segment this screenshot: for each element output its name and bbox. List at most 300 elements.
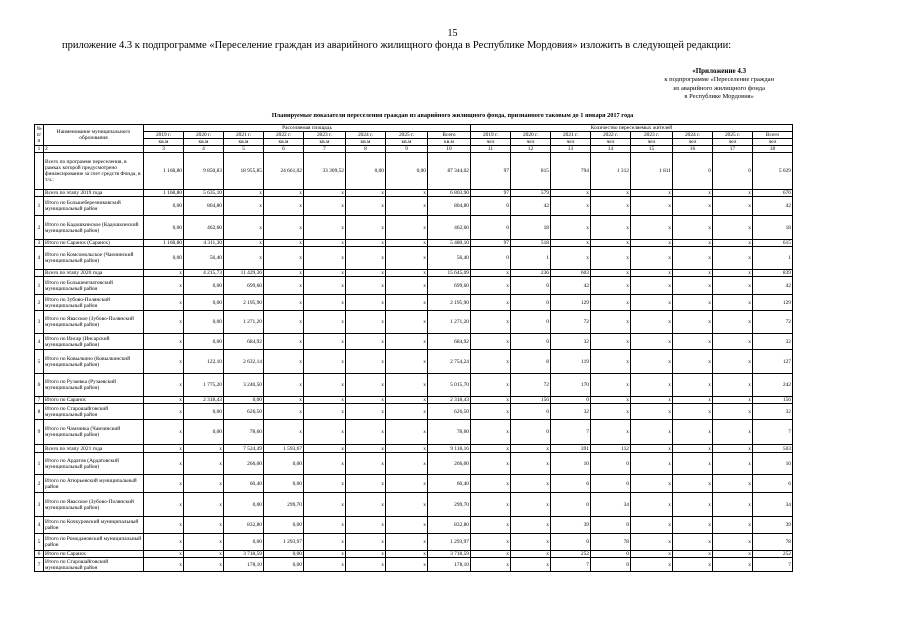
appendix-line-1: к подпрограмме «Переселение граждан	[664, 75, 774, 83]
table-row	[35, 190, 793, 197]
area-value: 2 754,24	[428, 350, 471, 374]
column-number: 6	[264, 146, 304, 153]
area-value: x	[144, 277, 184, 295]
area-value: x	[346, 240, 386, 247]
area-value: x	[304, 445, 346, 453]
people-value: x	[471, 517, 511, 534]
header-name: Наименование муниципального образования	[44, 125, 144, 146]
people-value: 1	[753, 247, 793, 270]
people-value: x	[673, 453, 713, 475]
area-value: 5 480,10	[428, 240, 471, 247]
area-value: x	[184, 493, 224, 517]
area-value: x	[264, 216, 304, 240]
people-value: x	[713, 534, 753, 551]
area-value: x	[144, 404, 184, 420]
people-value: x	[713, 517, 753, 534]
area-value: x	[264, 247, 304, 270]
people-value: 72	[753, 311, 793, 334]
area-value: x	[184, 534, 224, 551]
people-value: x	[591, 420, 631, 445]
people-value: x	[713, 216, 753, 240]
area-value: x	[386, 190, 428, 197]
area-value: x	[304, 493, 346, 517]
area-value: x	[264, 420, 304, 445]
area-value: x	[144, 270, 184, 277]
header-unit-area: кв.м	[304, 139, 346, 146]
people-value: x	[631, 334, 673, 350]
table-row	[35, 534, 793, 551]
area-value: x	[304, 420, 346, 445]
area-value: x	[144, 493, 184, 517]
people-value: x	[471, 551, 511, 558]
people-value: 39	[551, 517, 591, 534]
area-value: 0,00	[224, 493, 264, 517]
table-row	[35, 404, 793, 420]
area-value: x	[264, 270, 304, 277]
row-name: Всего по этапу 2020 года	[44, 270, 144, 277]
header-people-group: Количество переселяемых жителей	[471, 125, 793, 132]
people-value: 129	[551, 295, 591, 311]
area-value: x	[304, 350, 346, 374]
people-value: x	[591, 374, 631, 397]
area-value: x	[144, 334, 184, 350]
people-value: x	[631, 240, 673, 247]
column-number: 16	[673, 146, 713, 153]
area-value: 626,50	[224, 404, 264, 420]
people-value: x	[713, 334, 753, 350]
area-value: x	[346, 190, 386, 197]
header-unit-area: кв.м	[224, 139, 264, 146]
area-value: x	[346, 493, 386, 517]
people-value: 0	[591, 475, 631, 493]
header-unit-people: чел	[713, 139, 753, 146]
column-number: 12	[511, 146, 551, 153]
row-name: Итого по Рузаевка (Рузаевский муниципальный район)	[44, 374, 144, 397]
people-value: x	[713, 453, 753, 475]
people-value: 97	[471, 153, 511, 190]
area-value: 0,00	[224, 397, 264, 404]
table-row	[35, 277, 793, 295]
people-value: x	[673, 216, 713, 240]
table-row	[35, 558, 793, 572]
area-value: x	[386, 240, 428, 247]
row-number: 5	[35, 534, 44, 551]
header-year-area: 2025 г.	[386, 132, 428, 139]
area-value: x	[386, 453, 428, 475]
people-value: x	[673, 558, 713, 572]
people-value: 0	[551, 493, 591, 517]
area-value: x	[346, 551, 386, 558]
people-value: 1	[511, 247, 551, 270]
row-number	[35, 445, 44, 453]
area-value: x	[184, 517, 224, 534]
row-name: Всего по программе переселения, в рамках которой предусмотрено финансирование за счет средств Фонда, в т.ч.:	[44, 153, 144, 190]
row-number: 4	[35, 247, 44, 270]
people-value: x	[591, 397, 631, 404]
area-value: x	[386, 295, 428, 311]
area-value: x	[144, 420, 184, 445]
row-name: Итого по Старошайговский муниципальный район	[44, 558, 144, 572]
people-value: x	[591, 270, 631, 277]
row-name: Итого по Ковылкино (Ковылкинский муниципальный район)	[44, 350, 144, 374]
people-value: x	[673, 197, 713, 216]
area-value: 11 429,36	[224, 270, 264, 277]
area-value: x	[386, 445, 428, 453]
area-value: 0,00	[346, 153, 386, 190]
people-value: x	[471, 475, 511, 493]
header-unit-people: чел	[551, 139, 591, 146]
header-year-people: Всего	[753, 132, 793, 139]
area-value: 1 293,97	[264, 534, 304, 551]
row-number: 7	[35, 558, 44, 572]
area-value: x	[304, 404, 346, 420]
area-value: 462,60	[428, 216, 471, 240]
area-value: x	[224, 216, 264, 240]
people-value: 815	[511, 153, 551, 190]
area-value: x	[304, 334, 346, 350]
area-value: 266,00	[224, 453, 264, 475]
table-row	[35, 517, 793, 534]
row-number: 2	[35, 295, 44, 311]
area-value: 3 718,59	[224, 551, 264, 558]
people-value: x	[471, 397, 511, 404]
people-value: x	[511, 493, 551, 517]
people-value: x	[631, 311, 673, 334]
people-value: 129	[753, 295, 793, 311]
area-value: 299,70	[428, 493, 471, 517]
people-value: 6	[551, 475, 591, 493]
people-value: x	[713, 270, 753, 277]
area-value: x	[386, 517, 428, 534]
people-value: 156	[511, 397, 551, 404]
area-value: x	[386, 270, 428, 277]
area-value: x	[264, 277, 304, 295]
area-value: x	[224, 240, 264, 247]
area-value: 0,00	[184, 311, 224, 334]
area-value: 78,60	[428, 420, 471, 445]
people-value: 615	[753, 240, 793, 247]
area-value: x	[304, 247, 346, 270]
people-value: x	[631, 270, 673, 277]
area-value: 1 271,20	[428, 311, 471, 334]
header-unit-people: чел	[471, 139, 511, 146]
area-value: 0,00	[264, 475, 304, 493]
people-value: 0	[591, 453, 631, 475]
row-number: 9	[35, 420, 44, 445]
area-value: 2 318,43	[428, 397, 471, 404]
people-value: 0	[551, 397, 591, 404]
people-value: x	[551, 240, 591, 247]
people-value: 72	[551, 311, 591, 334]
people-value: x	[511, 445, 551, 453]
area-value: x	[144, 517, 184, 534]
area-value: 0,00	[264, 551, 304, 558]
table-caption: Планируемые показатели переселения граждан из аварийного жилищного фонда, признанного таковым до 1 января 2017 года	[271, 112, 634, 119]
area-value: 24 661,02	[264, 153, 304, 190]
people-value: 42	[753, 197, 793, 216]
people-value: 7	[753, 558, 793, 572]
appendix-header	[664, 67, 774, 102]
area-value: 3 240,50	[224, 374, 264, 397]
people-value: x	[713, 558, 753, 572]
people-value: x	[631, 197, 673, 216]
area-value: x	[224, 197, 264, 216]
header-year-area: 2020 г.	[184, 132, 224, 139]
area-value: 2 318,43	[184, 397, 224, 404]
people-value: x	[673, 295, 713, 311]
area-value: x	[346, 517, 386, 534]
area-value: 699,60	[428, 277, 471, 295]
header-year-people: 2023 г.	[631, 132, 673, 139]
area-value: 0,00	[144, 247, 184, 270]
row-number	[35, 270, 44, 277]
appendix-title: «Приложение 4.3	[692, 67, 747, 75]
people-value: x	[471, 270, 511, 277]
people-value: x	[471, 334, 511, 350]
people-value: x	[471, 404, 511, 420]
people-value: x	[713, 190, 753, 197]
people-value: x	[511, 534, 551, 551]
area-value: 0,00	[184, 277, 224, 295]
people-value: 10	[551, 453, 591, 475]
people-value: 0	[713, 153, 753, 190]
appendix-line-3: в Республике Мордовия»	[684, 93, 754, 101]
area-value: x	[304, 295, 346, 311]
people-value: x	[673, 247, 713, 270]
table-row	[35, 240, 793, 247]
people-value: x	[631, 216, 673, 240]
people-value: x	[591, 190, 631, 197]
area-value: 2 195,90	[428, 295, 471, 311]
people-value: x	[713, 295, 753, 311]
people-value: 676	[753, 190, 793, 197]
area-value: 1 168,80	[144, 240, 184, 247]
table-row	[35, 350, 793, 374]
people-value: x	[673, 397, 713, 404]
people-value: x	[591, 404, 631, 420]
people-value: x	[471, 295, 511, 311]
area-value: 7 524,49	[224, 445, 264, 453]
row-name: Итого по Комсомольское (Чамзинский муниципальный район)	[44, 247, 144, 270]
area-value: 60,40	[428, 475, 471, 493]
area-value: 804,80	[428, 197, 471, 216]
area-value: 804,80	[184, 197, 224, 216]
people-value: 7	[551, 420, 591, 445]
area-value: 0,00	[184, 295, 224, 311]
people-value: x	[631, 420, 673, 445]
area-value: x	[144, 453, 184, 475]
people-value: x	[551, 216, 591, 240]
people-value: 0	[591, 517, 631, 534]
area-value: x	[304, 558, 346, 572]
area-value: 0,00	[184, 420, 224, 445]
column-number: 15	[631, 146, 673, 153]
header-year-people: 2021 г.	[551, 132, 591, 139]
header-unit-people: чел	[673, 139, 713, 146]
area-value: x	[264, 197, 304, 216]
column-number: 10	[428, 146, 471, 153]
area-value: 56,40	[428, 247, 471, 270]
people-value: 97	[471, 190, 511, 197]
area-value: x	[386, 551, 428, 558]
area-value: x	[264, 190, 304, 197]
header-year-people: 2019 г.	[471, 132, 511, 139]
column-number: 4	[184, 146, 224, 153]
people-value: 0	[471, 247, 511, 270]
header-year-area: 2019 г.	[144, 132, 184, 139]
people-value: 18	[753, 216, 793, 240]
area-value: x	[386, 197, 428, 216]
area-value: 462,60	[184, 216, 224, 240]
header-num: № п/п	[36, 126, 42, 144]
area-value: 2 632,14	[224, 350, 264, 374]
row-name: Итого по Инсар (Инсарский муниципальный район)	[44, 334, 144, 350]
area-value: 56,40	[184, 247, 224, 270]
area-value: x	[346, 247, 386, 270]
people-value: x	[471, 453, 511, 475]
people-value: 0	[511, 420, 551, 445]
people-value: 97	[471, 240, 511, 247]
people-value: x	[631, 453, 673, 475]
header-year-people: 2020 г.	[511, 132, 551, 139]
column-number: 13	[551, 146, 591, 153]
area-value: x	[144, 311, 184, 334]
area-value: x	[304, 240, 346, 247]
people-value: 0	[591, 558, 631, 572]
people-value: x	[511, 517, 551, 534]
area-value: 33 309,52	[304, 153, 346, 190]
people-value: x	[713, 350, 753, 374]
row-number: 2	[35, 216, 44, 240]
area-value: x	[224, 247, 264, 270]
row-number: 3	[35, 493, 44, 517]
people-value: x	[631, 493, 673, 517]
area-value: x	[386, 558, 428, 572]
people-value: 794	[551, 153, 591, 190]
area-value: x	[386, 277, 428, 295]
header-unit-people: чел	[753, 139, 793, 146]
table-row	[35, 453, 793, 475]
people-value: x	[713, 277, 753, 295]
column-number: 5	[224, 146, 264, 153]
people-value: x	[631, 475, 673, 493]
area-value: x	[144, 374, 184, 397]
header-area-group: Расселяемая площадь	[144, 125, 471, 132]
area-value: x	[346, 311, 386, 334]
people-value: 7	[551, 558, 591, 572]
area-value: x	[346, 374, 386, 397]
area-value: 266,00	[428, 453, 471, 475]
column-number: 7	[304, 146, 346, 153]
people-value: 503	[753, 445, 793, 453]
people-value: x	[673, 270, 713, 277]
area-value: x	[346, 445, 386, 453]
people-value: 127	[753, 350, 793, 374]
area-value: 0,00	[386, 153, 428, 190]
area-value: 299,70	[264, 493, 304, 517]
area-value: x	[346, 350, 386, 374]
area-value: 684,92	[428, 334, 471, 350]
header-unit-area: кв.м	[144, 139, 184, 146]
area-value: x	[184, 445, 224, 453]
area-value: 832,80	[224, 517, 264, 534]
area-value: 0,00	[184, 404, 224, 420]
row-name: Итого по Кочкуровский муниципальный район	[44, 517, 144, 534]
row-name: Всего по этапу 2021 года	[44, 445, 144, 453]
row-number: 8	[35, 404, 44, 420]
column-number: 2	[44, 146, 144, 153]
header-year-area: Всего	[428, 132, 471, 139]
area-value: x	[386, 397, 428, 404]
people-value: 10	[753, 453, 793, 475]
people-value: 34	[753, 493, 793, 517]
area-value: x	[184, 475, 224, 493]
row-name: Итого по Саранск	[44, 397, 144, 404]
people-value: x	[591, 350, 631, 374]
people-value: x	[673, 334, 713, 350]
table-row	[35, 295, 793, 311]
area-value: 5 015,70	[428, 374, 471, 397]
people-value: x	[631, 534, 673, 551]
people-value: 236	[511, 270, 551, 277]
area-value: x	[346, 534, 386, 551]
people-value: x	[713, 475, 753, 493]
area-value: 4 311,30	[184, 240, 224, 247]
header-year-area: 2022 г.	[264, 132, 304, 139]
table-row	[35, 216, 793, 240]
people-value: 252	[753, 551, 793, 558]
column-number: 14	[591, 146, 631, 153]
people-value: x	[471, 277, 511, 295]
row-number: 3	[35, 311, 44, 334]
row-number: 1	[35, 453, 44, 475]
people-value: x	[471, 493, 511, 517]
people-value: 78	[753, 534, 793, 551]
appendix-line-2: из аварийного жилищного фонда	[673, 84, 765, 92]
area-value: x	[386, 334, 428, 350]
area-value: 87 344,02	[428, 153, 471, 190]
people-value: 0	[551, 534, 591, 551]
area-value: 60,40	[224, 475, 264, 493]
people-value: x	[713, 404, 753, 420]
resettlement-table	[34, 124, 793, 572]
header-year-people: 2024 г.	[673, 132, 713, 139]
people-value: x	[631, 404, 673, 420]
people-value: 32	[753, 404, 793, 420]
row-name: Итого по Саранск	[44, 551, 144, 558]
people-value: 32	[753, 334, 793, 350]
area-value: x	[144, 534, 184, 551]
people-value: 242	[753, 374, 793, 397]
header-year-area: 2023 г.	[304, 132, 346, 139]
area-value: x	[264, 374, 304, 397]
row-number	[35, 190, 44, 197]
people-value: 0	[511, 334, 551, 350]
row-name: Итого по Зубово-Полянский муниципальный район	[44, 295, 144, 311]
area-value: 4 215,73	[184, 270, 224, 277]
people-value: 1 312	[591, 153, 631, 190]
area-value: x	[144, 295, 184, 311]
header-unit-area: кв.м	[428, 139, 471, 146]
area-value: x	[304, 374, 346, 397]
row-number: 1	[35, 277, 44, 295]
row-name: Итого по Ромодановский муниципальный район	[44, 534, 144, 551]
row-name: Итого по Старошайговский муниципальный район	[44, 404, 144, 420]
area-value: 0,00	[184, 334, 224, 350]
people-value: 5 029	[753, 153, 793, 190]
people-value: x	[631, 445, 673, 453]
people-value: x	[471, 445, 511, 453]
